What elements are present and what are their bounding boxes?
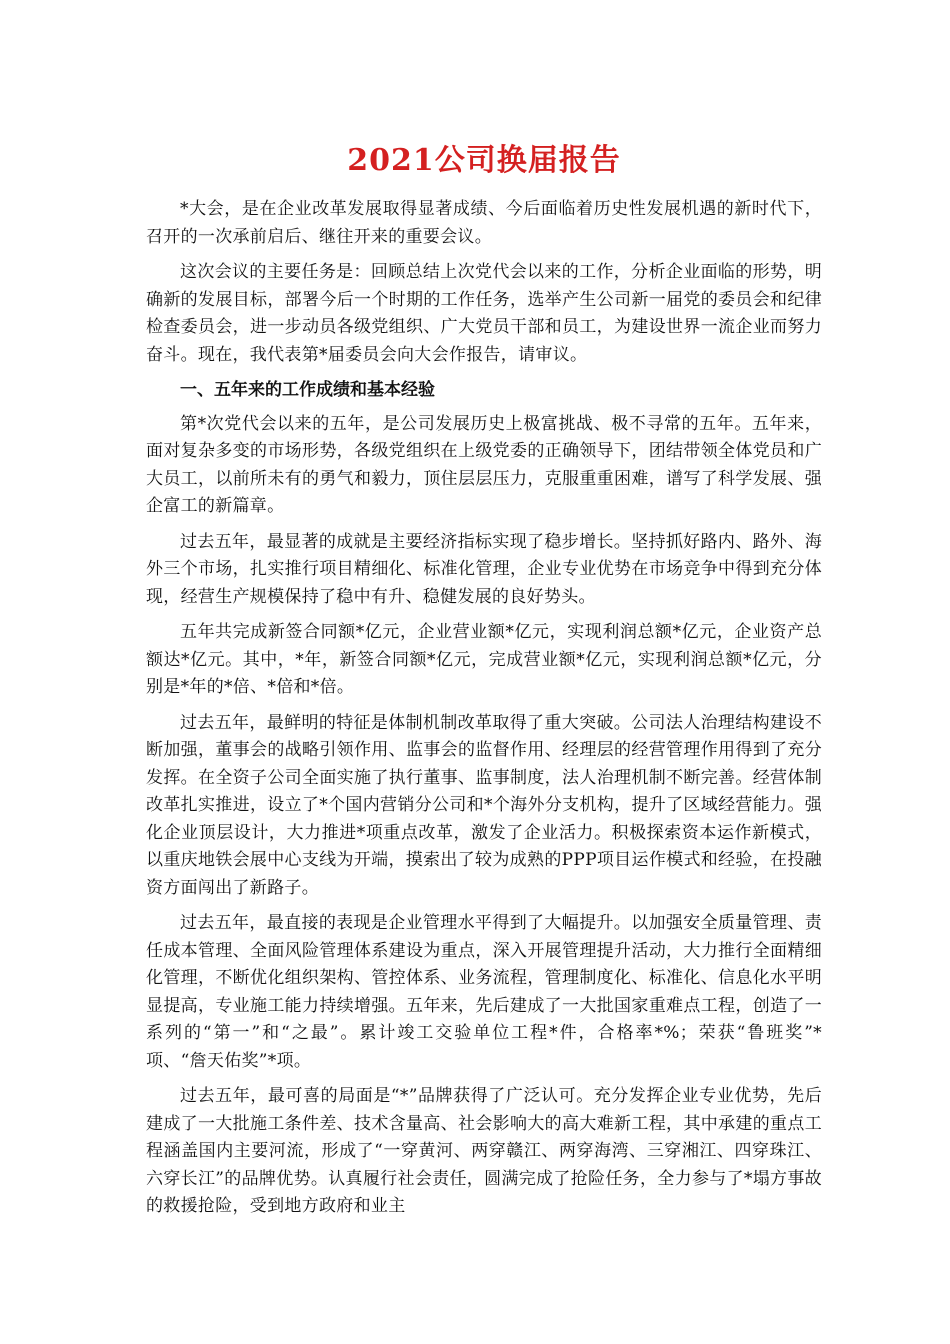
paragraph-five-years: 第*次党代会以来的五年，是公司发展历史上极富挑战、极不寻常的五年。五年来，面对复杂多变的市场形势，各级党组织在上级党委的正确领导下，团结带领全体党员和广大员工，以前所未有的勇气和毅力，顶住层层压力，克服重重困难，谱写了科学发展、强企富工的新篇章。 bbox=[146, 413, 822, 516]
paragraph-economic-growth: 过去五年，最显著的成就是主要经济指标实现了稳步增长。坚持抓好路内、路外、海外三个市场，扎实推行项目精细化、标准化管理，企业专业优势在市场竞争中得到充分体现，经营生产规模保持了稳中有升、稳健发展的良好势头。 bbox=[146, 531, 822, 607]
paragraph-tasks: 这次会议的主要任务是：回顾总结上次党代会以来的工作，分析企业面临的形势，明确新的发展目标，部署今后一个时期的工作任务，选举产生公司新一届党的委员会和纪律检查委员会，进一步动员各级党组织、广大党员干部和员工，为建设世界一流企业而努力奋斗。现在，我代表第*届委员会向大会作报告，请审议。 bbox=[146, 262, 822, 365]
paragraph-intro: *大会，是在企业改革发展取得显著成绩、今后面临着历史性发展机遇的新时代下，召开的一次承前启后、继往开来的重要会议。 bbox=[146, 199, 822, 247]
paragraph-management: 过去五年，最直接的表现是企业管理水平得到了大幅提升。以加强安全质量管理、责任成本管理、全面风险管理体系建设为重点，深入开展管理提升活动，大力推行全面精细化管理，不断优化组织架构、管控体系、业务流程，管理制度化、标准化、信息化水平明显提高，专业施工能力持续增强。五年来，先后建成了一大批国家重难点工程，创造了一系列的“第一”和“之最”。累计竣工交验单位工程*件，合格率*%；荣获“鲁班奖”*项、“詹天佑奖”*项。 bbox=[146, 913, 822, 1071]
document-title: 2021公司换届报告 bbox=[347, 143, 621, 178]
paragraph-reform: 过去五年，最鲜明的特征是体制机制改革取得了重大突破。公司法人治理结构建设不断加强，董事会的战略引领作用、监事会的监督作用、经理层的经营管理作用得到了充分发挥。在全资子公司全面实施了执行董事、监事制度，法人治理机制不断完善。经营体制改革扎实推进，设立了*个国内营销分公司和*个海外分支机构，提升了区域经营能力。强化企业顶层设计，大力推进*项重点改革，激发了企业活力。积极探索资本运作新模式，以重庆地铁会展中心支线为开端，摸索出了较为成熟的PPP项目运作模式和经验，在投融资方面闯出了新路子。 bbox=[146, 712, 822, 898]
section-heading: 一、五年来的工作成绩和基本经验 bbox=[180, 380, 435, 400]
paragraph-brand: 过去五年，最可喜的局面是“*”品牌获得了广泛认可。充分发挥企业专业优势，先后建成了一大批施工条件差、技术含量高、社会影响大的高大难新工程，其中承建的重点工程涵盖国内主要河流，形成了“一穿黄河、两穿赣江、两穿海湾、三穿湘江、四穿珠江、六穿长江”的品牌优势。认真履行社会责任，圆满完成了抢险任务，全力参与了*塌方事故的救援抢险，受到地方政府和业主 bbox=[146, 1086, 822, 1216]
paragraph-figures: 五年共完成新签合同额*亿元，企业营业额*亿元，实现利润总额*亿元，企业资产总额达*亿元。其中，*年，新签合同额*亿元，完成营业额*亿元，实现利润总额*亿元，分别是*年的*倍、*倍和*倍。 bbox=[146, 622, 822, 697]
